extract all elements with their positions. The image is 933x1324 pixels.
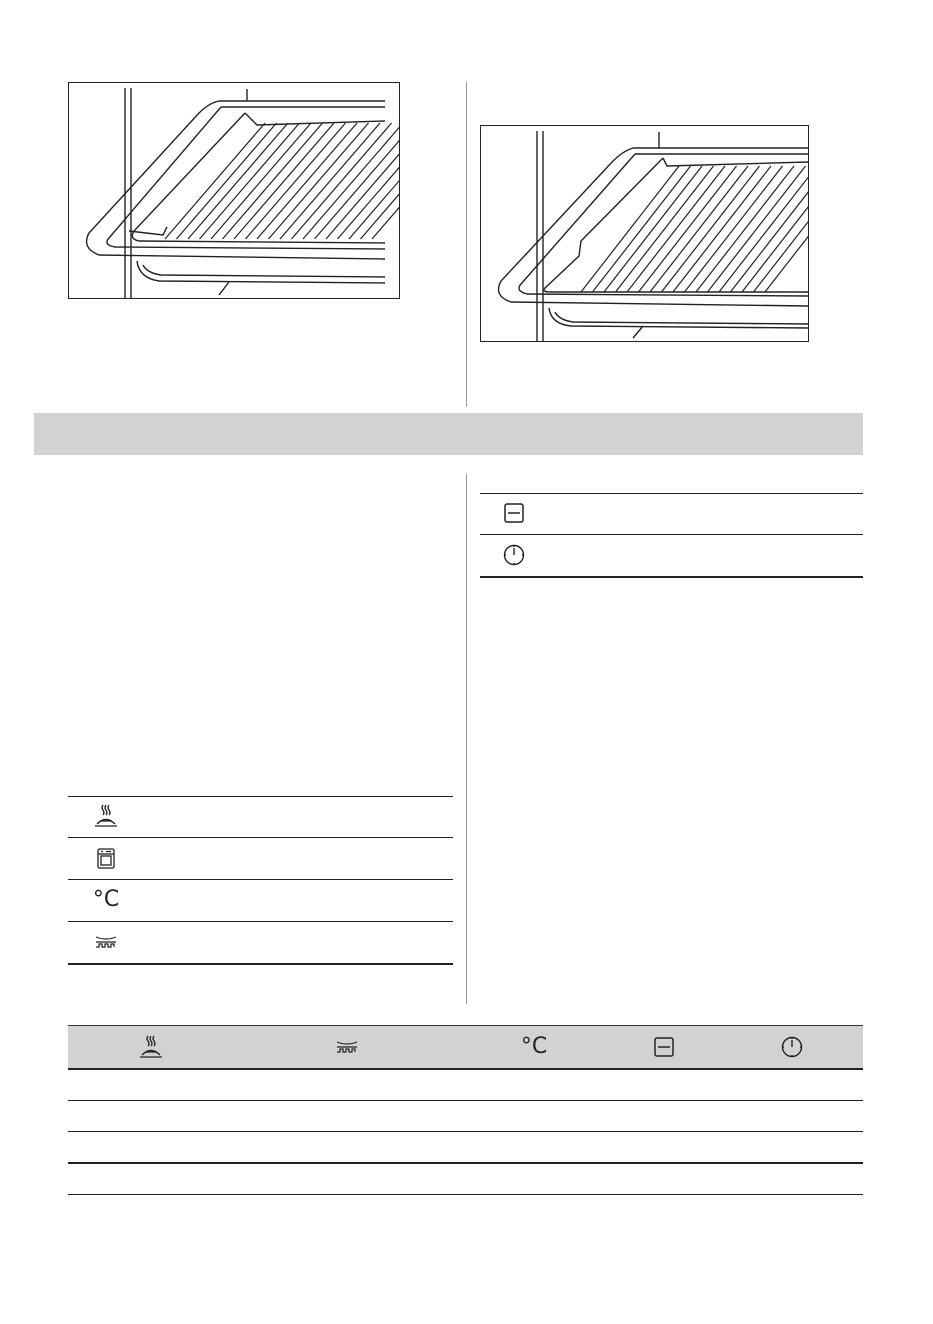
symbol-row xyxy=(480,493,863,535)
degree-celsius-icon: °C xyxy=(520,1034,548,1059)
shelf-bar xyxy=(303,123,399,239)
column-divider-middle xyxy=(466,474,467,1004)
shelf-bar xyxy=(754,166,809,292)
shelf-bar xyxy=(349,123,399,239)
table-row xyxy=(68,1132,863,1164)
clock-icon xyxy=(720,1026,863,1068)
shelf-bar xyxy=(719,166,808,292)
symbol-row xyxy=(68,922,453,965)
shelf-figure-left xyxy=(68,82,400,299)
degree-celsius-icon: °C xyxy=(92,887,120,912)
shelf-bar xyxy=(338,123,400,239)
shelf-bar xyxy=(361,123,400,239)
food-steam-icon xyxy=(68,1026,234,1068)
heating-function-icon xyxy=(234,1026,460,1068)
shelf-drawing xyxy=(481,126,808,341)
minus-box-icon xyxy=(500,499,528,527)
food-steam-icon xyxy=(92,802,120,830)
minus-box-icon xyxy=(608,1026,720,1068)
symbol-row xyxy=(480,535,863,578)
right-symbol-table xyxy=(480,493,863,579)
shelf-bar xyxy=(742,166,808,292)
symbol-row xyxy=(68,796,453,838)
table-row xyxy=(68,1164,863,1195)
table-row xyxy=(68,1070,863,1101)
clock-icon xyxy=(500,541,528,569)
column-divider-top xyxy=(466,82,467,407)
table-row xyxy=(68,1101,863,1132)
shelf-drawing xyxy=(69,83,399,298)
symbol-row xyxy=(68,880,453,922)
table-header xyxy=(68,1025,863,1070)
heating-function-icon xyxy=(92,928,120,956)
shelf-bar xyxy=(731,166,809,292)
shelf-figure-right xyxy=(480,125,809,342)
oven-icon xyxy=(92,844,120,872)
symbol-row xyxy=(68,838,453,880)
left-symbol-table xyxy=(68,796,453,966)
settings-table xyxy=(68,1025,863,1197)
section-heading-band xyxy=(34,413,863,455)
